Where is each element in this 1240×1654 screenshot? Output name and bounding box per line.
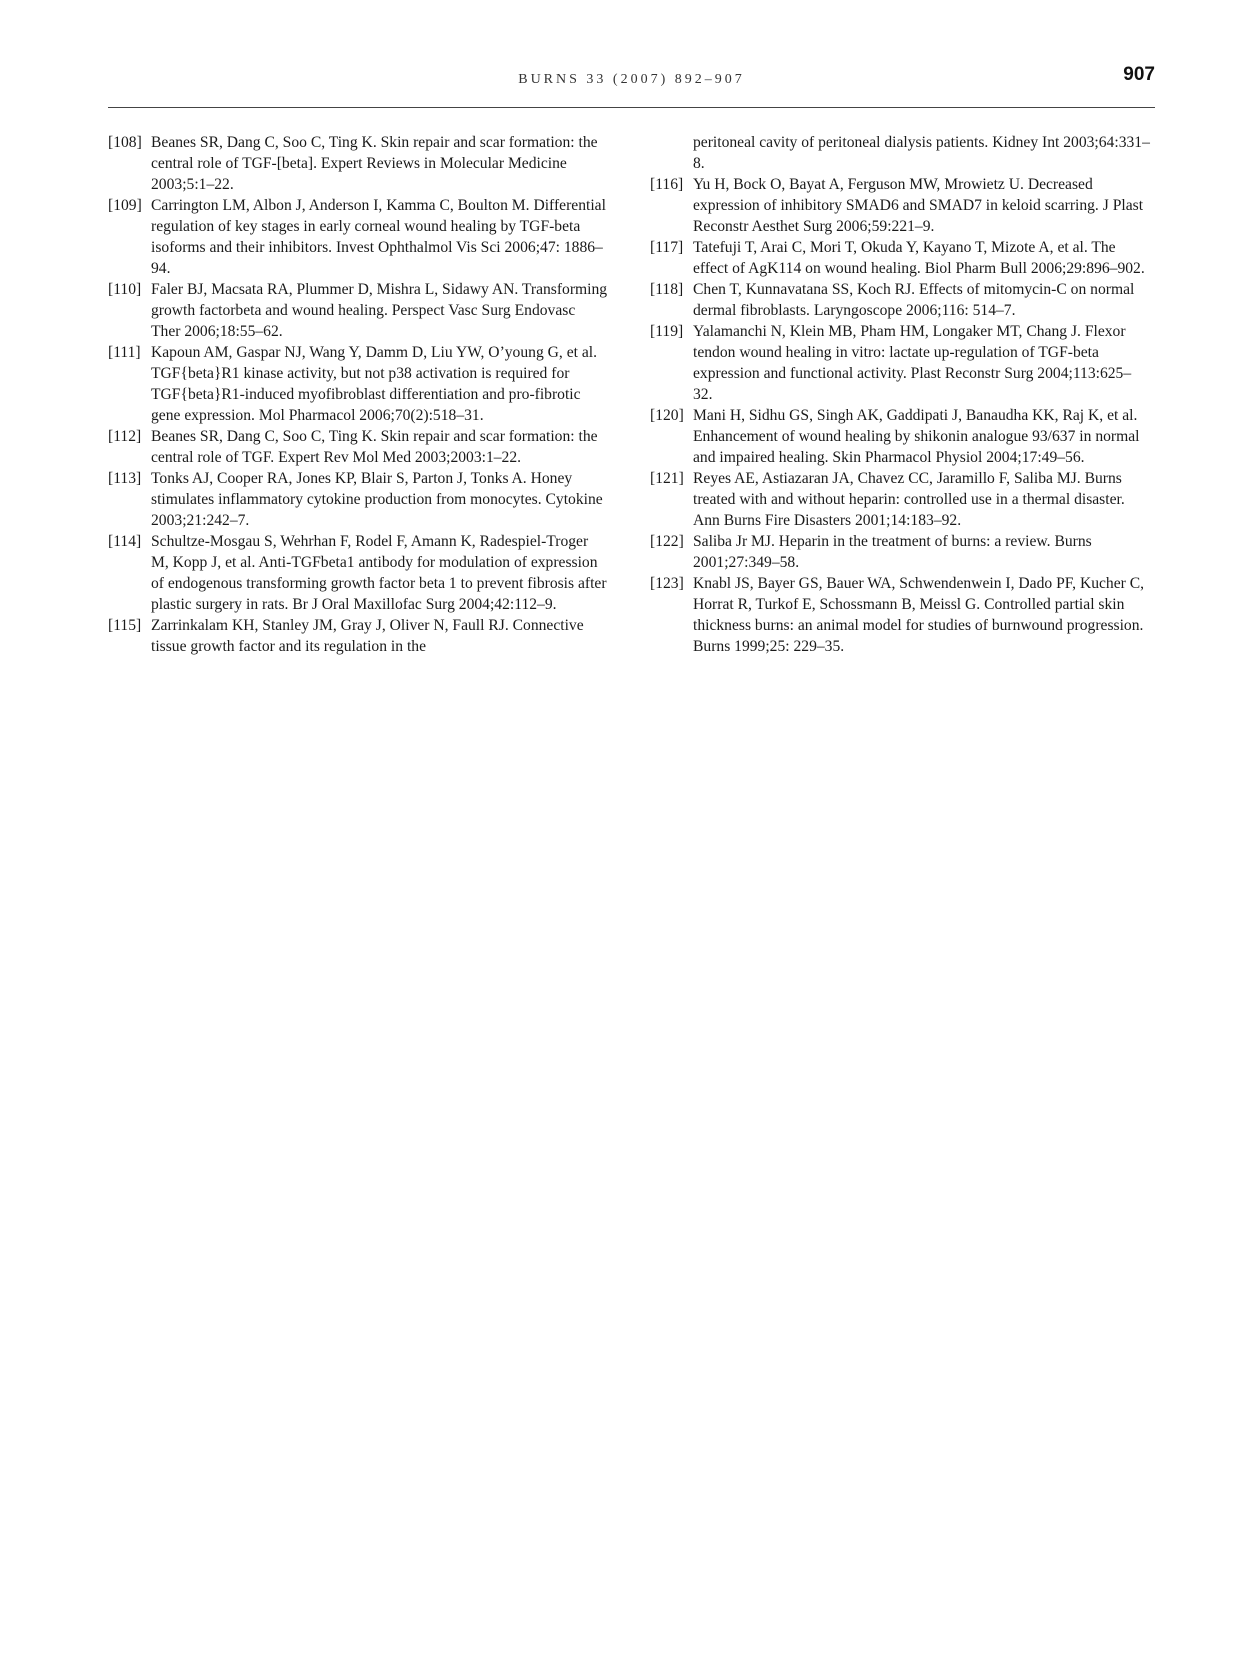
reference-number: [110] [108,281,142,298]
reference-item [650,405,1150,468]
reference-item [108,342,608,426]
reference-number: [115] [108,617,142,634]
reference-item [650,237,1150,279]
reference-number: [112] [108,428,142,445]
reference-text: Beanes SR, Dang C, Soo C, Ting K. Skin repair and scar formation: the central role of TGF-[beta]. Expert Reviews in Molecular Medicine 2003;5:1–22. [151,134,598,193]
reference-text: Tonks AJ, Cooper RA, Jones KP, Blair S, Parton J, Tonks A. Honey stimulates inflammatory cytokine production from monocytes. Cytokine 2003;21:242–7. [151,470,603,529]
reference-item [108,195,608,279]
page-number: 907 [1123,64,1155,85]
reference-number: [120] [650,407,684,424]
reference-text: Knabl JS, Bayer GS, Bauer WA, Schwendenwein I, Dado PF, Kucher C, Horrat R, Turkof E, Schossmann B, Meissl G. Controlled partial skin thickness burns: an animal model for studies of burnwound progression. Burns 1999;25: 229–35. [693,575,1145,655]
reference-text: Yalamanchi N, Klein MB, Pham HM, Longaker MT, Chang J. Flexor tendon wound healing in vitro: lactate up-regulation of TGF-beta expression and functional activity. Plast Reconstr Surg 2004;113:625–32. [693,323,1132,403]
reference-text: Saliba Jr MJ. Heparin in the treatment of burns: a review. Burns 2001;27:349–58. [693,533,1092,571]
reference-text: Mani H, Sidhu GS, Singh AK, Gaddipati J, Banaudha KK, Raj K, et al. Enhancement of wound healing by shikonin analogue 93/637 in normal and impaired healing. Skin Pharmacol Physiol 2004;17:49–56. [693,407,1140,466]
reference-number: [119] [650,323,684,340]
reference-continuation: peritoneal cavity of peritoneal dialysis patients. Kidney Int 2003;64:331–8. [693,134,1150,172]
running-head: BURNS 33 (2007) 892–907 [518,72,745,87]
reference-text: Schultze-Mosgau S, Wehrhan F, Rodel F, Amann K, Radespiel-Troger M, Kopp J, et al. Anti-TGFbeta1 antibody for modulation of expression of endogenous transforming growth factor beta 1 to prevent fibrosis after plastic surgery in rats. Br J Oral Maxillofac Surg 2004;42:112–9. [151,533,607,613]
reference-text: Reyes AE, Astiazaran JA, Chavez CC, Jaramillo F, Saliba MJ. Burns treated with and without heparin: controlled use in a thermal disaster. Ann Burns Fire Disasters 2001;14:183–92. [693,470,1125,529]
reference-item [108,615,608,657]
page-header [108,64,1155,104]
reference-number: [108] [108,134,142,151]
reference-item [650,573,1150,657]
reference-item [108,279,608,342]
reference-item [650,279,1150,321]
reference-column-left [108,132,608,657]
reference-item [108,426,608,468]
reference-item [108,468,608,531]
reference-number: [118] [650,281,684,298]
reference-text: Kapoun AM, Gaspar NJ, Wang Y, Damm D, Liu YW, O’young G, et al. TGF{beta}R1 kinase activity, but not p38 activation is required for TGF{beta}R1-induced myofibroblast differentiation and pro-fibrotic gene expression. Mol Pharmacol 2006;70(2):518–31. [151,344,598,424]
reference-text: Carrington LM, Albon J, Anderson I, Kamma C, Boulton M. Differential regulation of key stages in early corneal wound healing by TGF-beta isoforms and their inhibitors. Invest Ophthalmol Vis Sci 2006;47: 1886–94. [151,197,606,277]
reference-number: [123] [650,575,684,592]
reference-item [650,531,1150,573]
reference-text: Tatefuji T, Arai C, Mori T, Okuda Y, Kayano T, Mizote A, et al. The effect of AgK114 on wound healing. Biol Pharm Bull 2006;29:896–902. [693,239,1145,277]
reference-text: Faler BJ, Macsata RA, Plummer D, Mishra L, Sidawy AN. Transforming growth factorbeta and wound healing. Perspect Vasc Surg Endovasc Ther 2006;18:55–62. [151,281,608,340]
reference-text: Zarrinkalam KH, Stanley JM, Gray J, Oliver N, Faull RJ. Connective tissue growth factor and its regulation in the [151,617,584,655]
reference-number: [122] [650,533,684,550]
reference-item [108,531,608,615]
reference-number: [111] [108,344,141,361]
reference-number: [116] [650,176,684,193]
reference-item [108,132,608,195]
reference-item [650,468,1150,531]
reference-text: Yu H, Bock O, Bayat A, Ferguson MW, Mrowietz U. Decreased expression of inhibitory SMAD6 and SMAD7 in keloid scarring. J Plast Reconstr Aesthet Surg 2006;59:221–9. [693,176,1144,235]
reference-item [650,174,1150,237]
reference-number: [113] [108,470,142,487]
reference-text: Chen T, Kunnavatana SS, Koch RJ. Effects of mitomycin-C on normal dermal fibroblasts. Laryngoscope 2006;116: 514–7. [693,281,1135,319]
reference-number: [114] [108,533,142,550]
reference-column-right [650,132,1150,657]
reference-number: [109] [108,197,142,214]
reference-number: [117] [650,239,684,256]
reference-number: [121] [650,470,684,487]
header-rule [108,107,1155,108]
reference-text: Beanes SR, Dang C, Soo C, Ting K. Skin repair and scar formation: the central role of TGF. Expert Rev Mol Med 2003;2003:1–22. [151,428,598,466]
reference-item [650,321,1150,405]
